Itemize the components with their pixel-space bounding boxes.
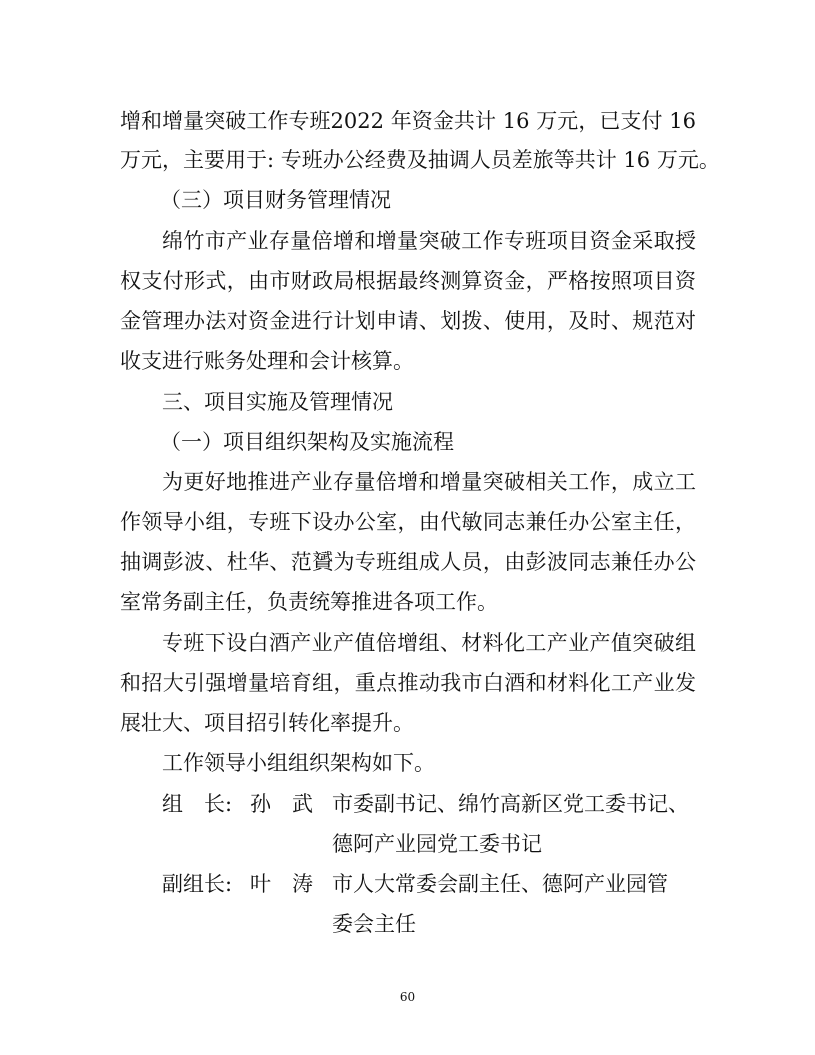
paragraph-line: 增和增量突破工作专班2022 年资金共计 16 万元，已支付 16 [120, 109, 696, 133]
paragraph-line: 展壮大、项目招引转化率提升。 [120, 711, 414, 735]
leader-role: 副组长: [162, 872, 233, 896]
subsection-heading: （一）项目组织架构及实施流程 [160, 430, 454, 454]
paragraph-line: 工作领导小组组织架构如下。 [162, 751, 435, 775]
section-heading: 三、项目实施及管理情况 [162, 390, 393, 414]
subsection-heading: （三）项目财务管理情况 [160, 188, 391, 212]
page-number: 60 [399, 990, 416, 1004]
paragraph-line: 收支进行账务处理和会计核算。 [120, 349, 414, 373]
paragraph-line: 为更好地推进产业存量倍增和增量突破相关工作，成立工 [162, 470, 696, 494]
paragraph-line: 金管理办法对资金进行计划申请、划拨、使用，及时、规范对 [120, 309, 696, 333]
paragraph-line: 万元，主要用于: 专班办公经费及抽调人员差旅等共计 16 万元。 [120, 148, 720, 172]
leader-title: 德阿产业园党工委书记 [332, 832, 542, 856]
leader-name: 孙 武 [250, 792, 313, 816]
paragraph-line: 作领导小组，专班下设办公室，由代敏同志兼任办公室主任， [120, 510, 696, 534]
leader-title: 市委副书记、绵竹高新区党工委书记、 [332, 792, 689, 816]
paragraph-line: 绵竹市产业存量倍增和增量突破工作专班项目资金采取授 [162, 229, 696, 253]
leader-name: 叶 涛 [250, 872, 313, 896]
leader-role: 组 长: [162, 792, 233, 816]
paragraph-line: 专班下设白酒产业产值倍增组、材料化工产业产值突破组 [162, 631, 696, 655]
paragraph-line: 室常务副主任，负责统筹推进各项工作。 [120, 590, 498, 614]
paragraph-line: 抽调彭波、杜华、范贇为专班组成人员，由彭波同志兼任办公 [120, 550, 696, 574]
leader-title: 市人大常委会副主任、德阿产业园管 [332, 872, 668, 896]
paragraph-line: 权支付形式，由市财政局根据最终测算资金，严格按照项目资 [120, 269, 696, 293]
leader-title: 委会主任 [332, 912, 416, 936]
paragraph-line: 和招大引强增量培育组，重点推动我市白酒和材料化工产业发 [120, 671, 696, 695]
